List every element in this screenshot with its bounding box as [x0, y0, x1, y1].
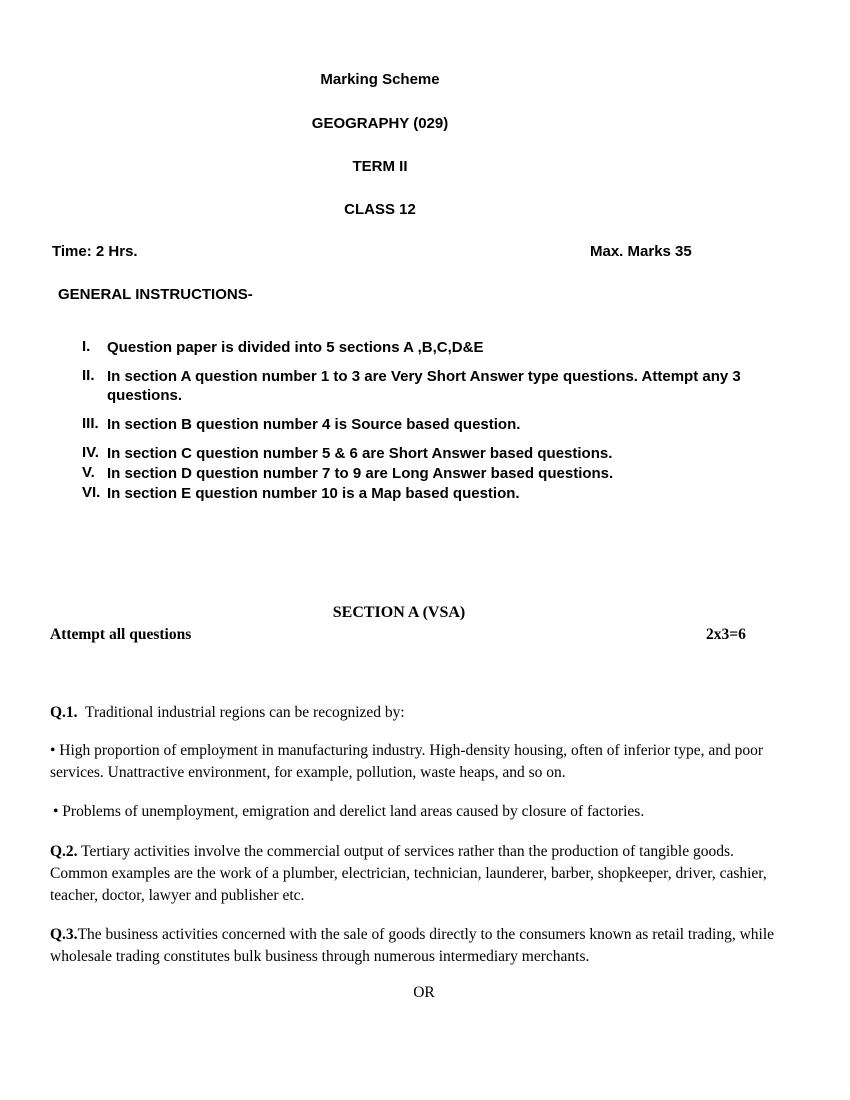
class-heading: CLASS 12 — [344, 201, 416, 218]
q3-answer — [50, 924, 792, 968]
instruction-number: IV. — [82, 444, 99, 461]
document-title: Marking Scheme — [320, 71, 440, 88]
section-a-title: SECTION A (VSA) — [332, 604, 466, 621]
instruction-number: V. — [82, 464, 95, 481]
instruction-number: VI. — [82, 484, 101, 501]
instruction-text: In section D question number 7 to 9 are Long Answer based questions. — [107, 465, 614, 482]
attempt-all-label: Attempt all questions — [50, 626, 192, 643]
q1-bullet-2: • Problems of unemployment, emigration and derelict land areas caused by closure of factories. — [53, 803, 645, 820]
instruction-number: I. — [82, 338, 91, 355]
term-heading: TERM II — [352, 158, 408, 175]
instruction-number: II. — [82, 367, 95, 384]
instructions-heading: GENERAL INSTRUCTIONS- — [58, 286, 253, 303]
instruction-number: III. — [82, 415, 99, 432]
q2-label: Q.2. — [50, 843, 78, 860]
subject-heading: GEOGRAPHY (029) — [311, 115, 449, 132]
or-separator: OR — [413, 984, 435, 1001]
q3-text: The business activities concerned with the sale of goods directly to the consumers known as retail trading, while wholesale trading constitutes bulk business through numerous intermediary merchants. — [50, 926, 775, 965]
max-marks-label: Max. Marks 35 — [590, 243, 692, 260]
instruction-text: In section B question number 4 is Source based question. — [107, 416, 521, 433]
q1-answer — [50, 702, 792, 724]
q1-bullet-1: • High proportion of employment in manufacturing industry. High-density housing, often of inferior type, and poor services. Unattractive environment, for example, pollution, waste heaps, and so on. — [50, 742, 763, 781]
instruction-text: In section E question number 10 is a Map based question. — [107, 485, 520, 502]
instruction-text: In section A question number 1 to 3 are Very Short Answer type questions. Attempt any 3 questions. — [107, 368, 741, 404]
q2-answer — [50, 841, 792, 907]
instruction-text: In section C question number 5 & 6 are Short Answer based questions. — [107, 445, 613, 462]
section-a-marks: 2x3=6 — [706, 626, 746, 643]
q2-text: Tertiary activities involve the commercial output of services rather than the production of tangible goods. Common examples are the work of a plumber, electrician, technician, launderer, barber, shopkeeper, driver, cashier, teacher, doctor, lawyer and publisher etc. — [50, 843, 767, 904]
time-label: Time: 2 Hrs. — [52, 243, 138, 260]
q1-text: Traditional industrial regions can be recognized by: — [85, 704, 405, 721]
q3-label: Q.3. — [50, 926, 78, 943]
instruction-text: Question paper is divided into 5 sections A ,B,C,D&E — [107, 339, 484, 356]
q1-label: Q.1. — [50, 704, 78, 721]
